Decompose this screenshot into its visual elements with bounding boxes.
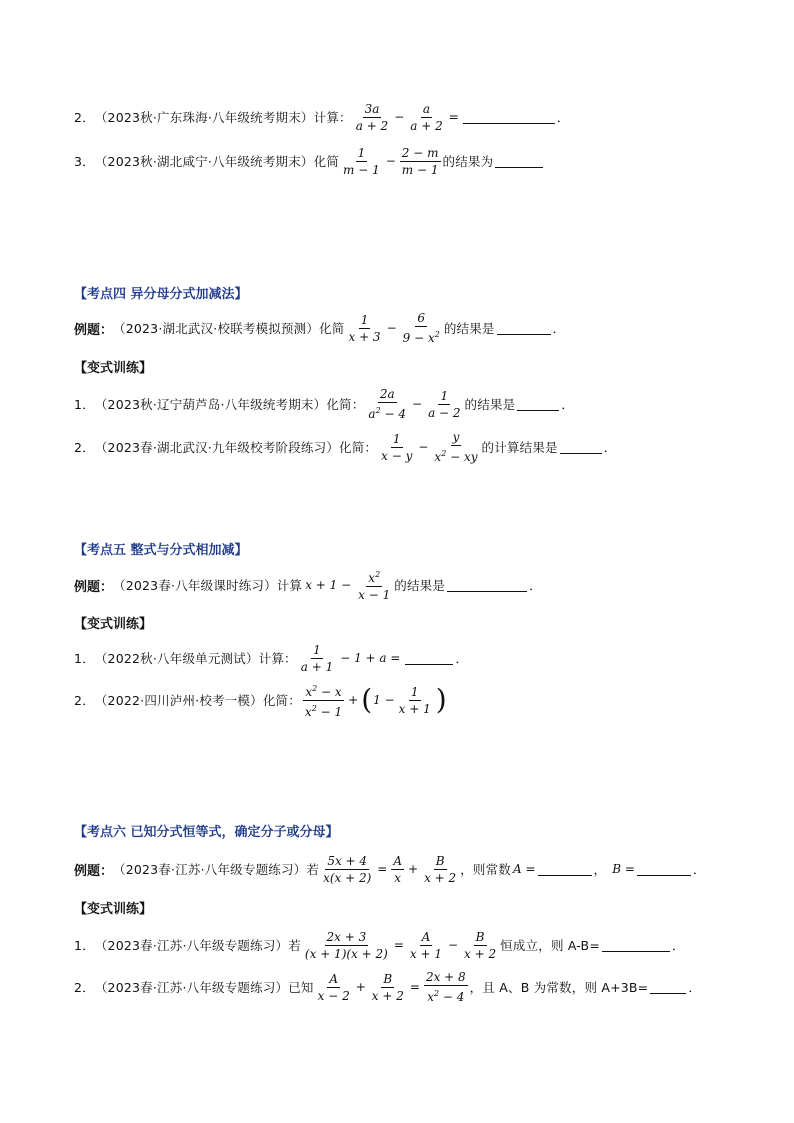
question-source: （2023秋·广东珠海·八年级统考期末）计算：: [94, 110, 352, 125]
answer-blank[interactable]: [560, 441, 602, 454]
denominator: x: [394, 870, 402, 885]
denominator: a + 1: [300, 659, 334, 674]
question-number: 1．: [74, 397, 95, 412]
period: ．: [692, 862, 706, 877]
fraction: [346, 313, 382, 344]
numerator: [366, 568, 382, 587]
question-3: [74, 141, 545, 181]
fraction: [366, 387, 408, 421]
exponent: 2: [375, 406, 381, 415]
answer-blank[interactable]: [650, 981, 686, 994]
denominator-text: − 4: [439, 990, 465, 1004]
fraction: [400, 146, 441, 177]
numerator: 2x + 3: [326, 929, 367, 944]
fraction: [408, 930, 444, 961]
answer-blank[interactable]: [405, 652, 453, 665]
expression: x + 1 −: [305, 578, 352, 592]
denominator: x + 1: [398, 701, 431, 716]
numerator: 1: [410, 684, 419, 699]
numerator-text: − x: [317, 684, 342, 699]
section-5-heading: [74, 528, 248, 568]
denominator: x + 2: [424, 870, 457, 885]
denominator: m − 1: [343, 162, 380, 177]
fraction: [299, 643, 335, 674]
denominator: m − 1: [401, 162, 439, 177]
numerator: 1: [440, 388, 449, 403]
denominator: x + 2: [371, 988, 404, 1003]
numerator: 3a: [364, 101, 380, 116]
numerator: 2x + 8: [425, 970, 466, 984]
denominator-text: a: [368, 407, 376, 421]
fraction: [391, 854, 404, 885]
question-tail: 的结果是: [394, 578, 446, 593]
example-label: 例题：: [74, 863, 114, 879]
numerator: 1: [357, 145, 366, 160]
section-5-training-label: [74, 602, 152, 642]
denominator: x(x + 2): [323, 870, 372, 885]
question-number: 2．: [74, 693, 95, 708]
operator: −: [394, 110, 405, 124]
question-number: 3．: [74, 154, 95, 169]
question-tail: ，且 A、B 为常数，则 A+3B=: [469, 980, 649, 995]
section-4-heading: [74, 272, 248, 312]
denominator-text: x: [304, 704, 312, 719]
answer-blank-a[interactable]: [538, 863, 592, 876]
answer-blank[interactable]: [602, 939, 670, 952]
fraction: [303, 682, 344, 719]
question-source: （2022秋·八年级单元测试）计算：: [94, 651, 297, 666]
question-source: （2023春·江苏·八年级专题练习）若: [94, 938, 301, 953]
section-title: 【考点四 异分母分式加减法】: [74, 286, 248, 302]
denominator-text: − 4: [380, 407, 406, 421]
equals-sign: =: [409, 980, 420, 994]
denominator: x + 1: [409, 946, 442, 961]
fraction: [356, 568, 392, 602]
operator: −: [386, 321, 397, 335]
fraction: [462, 930, 498, 961]
operator: +: [348, 693, 359, 707]
numerator: A: [421, 929, 431, 944]
question-number: 2．: [74, 440, 95, 455]
section-4-training-label: [74, 346, 152, 386]
section-6-example: [74, 849, 706, 889]
example-label: 例题：: [74, 322, 114, 338]
fraction: [408, 102, 444, 133]
equals-sign: =: [393, 938, 404, 952]
exponent: 2: [433, 989, 440, 998]
question-tail: 的结果是: [443, 321, 495, 336]
denominator: x + 3: [348, 329, 381, 344]
numerator-text: x: [305, 684, 313, 699]
fraction: [370, 972, 406, 1003]
numerator: 2a: [379, 387, 395, 401]
denominator: x − 1: [358, 588, 391, 602]
answer-blank[interactable]: [497, 322, 551, 335]
operator: −: [385, 154, 396, 168]
question-source: （2023春·江苏·八年级专题练习）已知: [94, 980, 314, 995]
denominator: [366, 403, 408, 421]
section-6-training-label: [74, 887, 152, 927]
question-tail: 的计算结果是: [481, 440, 558, 455]
fraction: [432, 430, 479, 464]
numerator: a: [422, 101, 431, 116]
period: ．: [603, 440, 617, 455]
period: ．: [552, 321, 566, 336]
question-tail: ，则常数: [460, 862, 511, 877]
answer-blank[interactable]: [447, 579, 527, 592]
denominator: x + 2: [464, 946, 497, 961]
training-label: 【变式训练】: [74, 360, 153, 376]
denominator: [401, 327, 442, 345]
fraction: [303, 930, 390, 961]
numerator: [303, 682, 343, 701]
fraction: [379, 432, 414, 463]
operator: −: [412, 397, 423, 411]
period: ．: [672, 938, 685, 953]
period: ．: [529, 578, 542, 593]
exponent: 2: [311, 703, 317, 713]
section-title: 【考点六 已知分式恒等式，确定分子或分母】: [74, 824, 339, 840]
training-label: 【变式训练】: [74, 901, 153, 917]
numerator: 5x + 4: [327, 853, 368, 868]
right-paren: ): [435, 683, 447, 716]
numerator: A: [329, 971, 338, 986]
denominator: [303, 701, 344, 719]
expression: − 1 + a =: [340, 651, 401, 665]
comma: ，: [593, 862, 607, 877]
denominator-text: x: [434, 450, 442, 464]
section-title: 【考点五 整式与分式相加减】: [74, 542, 248, 558]
question-source: （2022·四川泸州·校考一模）化简：: [94, 693, 301, 708]
answer-blank[interactable]: [517, 398, 559, 411]
numerator: B: [383, 971, 393, 986]
training-label: 【变式训练】: [74, 616, 153, 632]
section-4-example: [74, 308, 565, 348]
exponent: 2: [434, 330, 440, 339]
question-number: 1．: [74, 651, 95, 666]
numerator: 1: [392, 431, 401, 446]
section-6-question-1: [74, 925, 685, 965]
denominator-text: − xy: [446, 450, 478, 464]
numerator: A: [393, 853, 403, 868]
numerator: 6: [417, 311, 426, 325]
question-tail: 恒成立，则 A-B=: [500, 938, 601, 953]
operator: −: [418, 440, 429, 454]
denominator-text: − 1: [316, 704, 343, 719]
equals-sign: =: [448, 110, 459, 124]
question-source: （2023春·湖北武汉·九年级校考阶段练习）化简：: [94, 440, 378, 455]
question-source: （2023春·江苏·八年级专题练习）若: [113, 862, 320, 877]
denominator: a + 2: [355, 118, 389, 133]
section-5-example: [74, 565, 542, 605]
example-label: 例题：: [74, 579, 114, 595]
period: ．: [688, 980, 702, 995]
operator: −: [447, 938, 459, 952]
denominator-text: x: [427, 990, 434, 1004]
fraction: [424, 970, 468, 1004]
constant-a-label: A =: [513, 862, 536, 876]
question-2: [74, 97, 570, 137]
exponent: 2: [375, 570, 381, 579]
answer-blank[interactable]: [463, 111, 555, 124]
numerator: y: [452, 430, 460, 444]
denominator: a + 2: [410, 118, 443, 133]
question-number: 2．: [74, 980, 95, 995]
fraction: [397, 685, 433, 716]
denominator: a − 2: [428, 405, 461, 420]
question-number: 2．: [74, 110, 95, 125]
denominator: [432, 446, 479, 464]
period: ．: [561, 397, 575, 412]
question-source: （2023·湖北武汉·校联考模拟预测）化简: [113, 321, 345, 336]
fraction: [401, 311, 442, 345]
numerator-text: x: [368, 571, 376, 585]
section-5-question-1: [74, 638, 468, 678]
question-source: （2023秋·辽宁葫芦岛·八年级统考期末）化简：: [94, 397, 365, 412]
numerator: B: [435, 853, 445, 868]
expression: 1 −: [373, 693, 395, 707]
denominator: x − y: [381, 448, 413, 463]
section-5-question-2: [74, 680, 448, 720]
section-4-question-1: [74, 384, 574, 424]
question-tail: 的结果是: [464, 397, 516, 412]
section-4-question-2: [74, 427, 616, 467]
left-paren: (: [361, 683, 373, 716]
operator: +: [355, 980, 366, 994]
denominator-text: 9 − x: [402, 331, 435, 345]
constant-b-label: B =: [612, 862, 635, 876]
numerator: 1: [313, 642, 321, 657]
fraction: [422, 854, 458, 885]
question-tail: 的结果为: [442, 154, 494, 169]
question-source: （2023秋·湖北咸宁·八年级统考期末）化简: [94, 154, 340, 169]
denominator: x − 2: [317, 988, 350, 1003]
equals-sign: =: [377, 862, 388, 876]
denominator: (x + 1)(x + 2): [304, 946, 388, 961]
numerator: B: [475, 929, 485, 944]
fraction: [426, 389, 462, 420]
question-source: （2023春·八年级课时练习）计算: [113, 578, 303, 593]
section-6-question-2: [74, 967, 701, 1007]
fraction: [316, 972, 352, 1003]
operator: +: [408, 862, 419, 876]
answer-blank-b[interactable]: [637, 863, 691, 876]
numerator: 2 − m: [401, 145, 439, 160]
fraction: [321, 854, 373, 885]
numerator: 1: [360, 312, 369, 327]
period: ．: [455, 651, 469, 666]
exponent: 2: [312, 683, 318, 693]
period: ．: [556, 110, 570, 125]
fraction: [341, 146, 382, 177]
question-number: 1．: [74, 938, 95, 953]
denominator: [425, 986, 466, 1004]
fraction: [354, 102, 390, 133]
exponent: 2: [441, 449, 447, 458]
section-6-heading: [74, 810, 339, 850]
answer-blank[interactable]: [495, 155, 543, 168]
